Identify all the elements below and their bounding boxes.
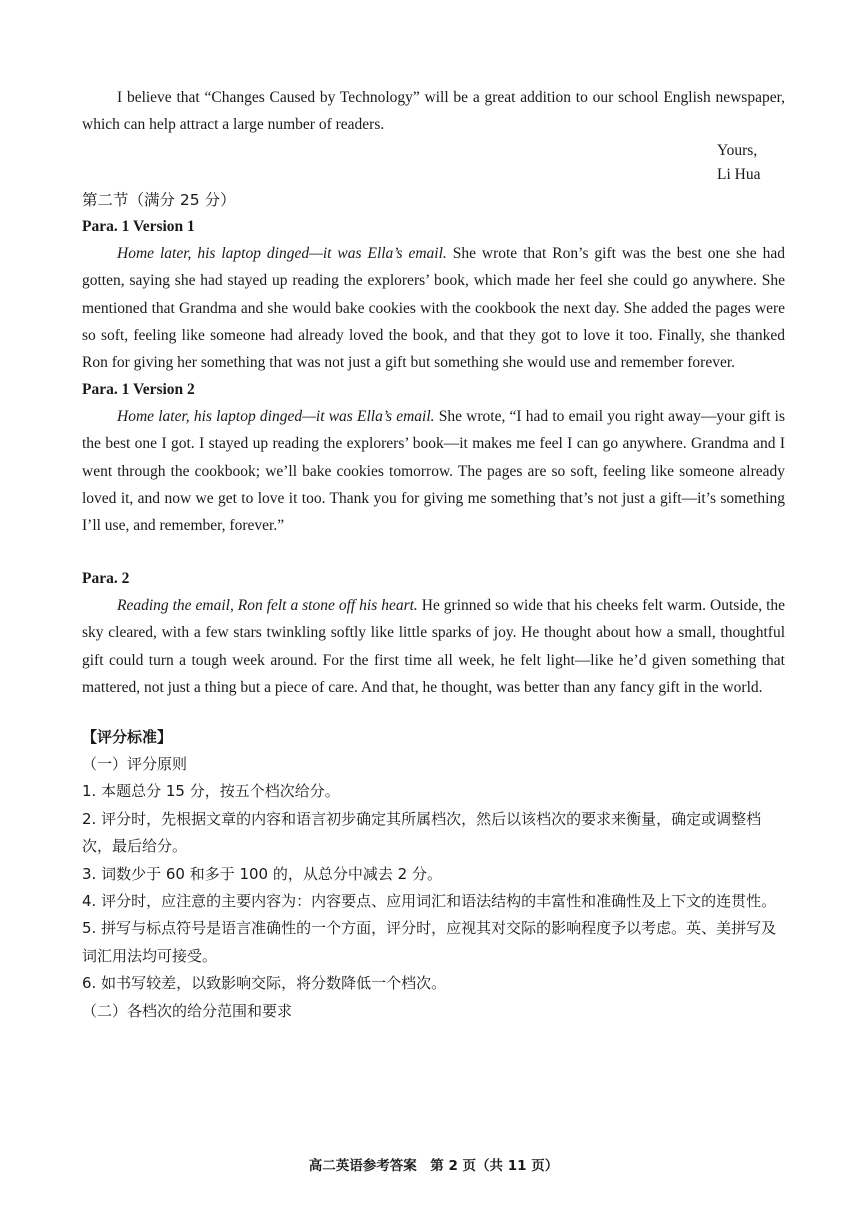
spacer [82, 702, 785, 724]
grading-rule-4: 4. 评分时，应注意的主要内容为：内容要点、应用词汇和语法结构的丰富性和准确性及上下文的连贯性。 [82, 891, 777, 910]
grading-rule-2: 2. 评分时，先根据文章的内容和语言初步确定其所属档次，然后以该档次的要求来衡量，确定或调整档次，最后给分。 [82, 809, 762, 856]
section-2-heading: 第二节（满分 25 分） [82, 190, 236, 209]
para1-version2-text [82, 403, 785, 540]
letter-closing-paragraph: I believe that “Changes Caused by Technology” will be a great addition to our school English newspaper, which can help attract a large number of readers. [82, 89, 785, 134]
grading-title: 【评分标准】 [82, 727, 173, 746]
grading-principles-heading: （一）评分原则 [82, 754, 188, 773]
letter-signature: Li Hua [717, 165, 761, 183]
page-footer: 高二英语参考答案 第 2 页（共 11 页） [308, 1158, 559, 1174]
letter-sign-off: Yours, [717, 141, 758, 159]
para1-version1-body: She wrote that Ron’s gift was the best one she had gotten, saying she had stayed up reading the explorers’ book, which made her feel she could go anywhere. She mentioned that Grandma and she would bake cookies with the cookbook the next day. She added the pages were so soft, feeling like someone had already loved the book, and that they got to love it too. Finally, she thanked Ron for giving her something that was not just a gift but something she would use and remember forever. [82, 244, 785, 372]
para1-version2-label: Para. 1 Version 2 [82, 380, 195, 398]
grading-rule-3: 3. 词数少于 60 和多于 100 的，从总分中减去 2 分。 [82, 864, 442, 883]
grading-levels-heading: （二）各档次的给分范围和要求 [82, 1001, 293, 1020]
grading-rule-6: 6. 如书写较差，以致影响交际，将分数降低一个档次。 [82, 974, 447, 993]
document-page [82, 84, 785, 1025]
para2-text [82, 592, 785, 702]
para1-version2-italic-lead: Home later, his laptop dinged—it was Ella’s email. [117, 407, 435, 425]
grading-rule-5: 5. 拼写与标点符号是语言准确性的一个方面，评分时，应视其对交际的影响程度予以考虑。英、美拼写及词汇用法均可接受。 [82, 919, 777, 965]
para1-version1-label: Para. 1 Version 1 [82, 217, 195, 235]
para2-label: Para. 2 [82, 569, 130, 587]
para2-body: He grinned so wide that his cheeks felt warm. Outside, the sky cleared, with a few stars twinkling softly like little sparks of joy. He thought about how a small, thoughtful gift could turn a tough week around. For the first time all week, he felt light—like he’d given something that mattered, not just a thing but a piece of care. And that, he thought, was better than any fancy gift in the world. [82, 596, 785, 697]
spacer [82, 540, 785, 566]
para1-version2-body: She wrote, “I had to email you right away—your gift is the best one I got. I stayed up reading the explorers’ book—it makes me feel I can go anywhere. Grandma and I went through the cookbook; we’ll bake cookies tomorrow. The pages are so soft, feeling like someone already loved it, and now we get to love it too. Thank you for giving me something that’s not just a gift—it’s something I’ll use, and remember, forever.” [82, 407, 785, 535]
para1-version1-italic-lead: Home later, his laptop dinged—it was Ella’s email. [117, 244, 447, 262]
para2-italic-lead: Reading the email, Ron felt a stone off his heart. [117, 596, 418, 614]
grading-rule-1: 1. 本题总分 15 分，按五个档次给分。 [82, 782, 340, 801]
para1-version1-text [82, 240, 785, 377]
